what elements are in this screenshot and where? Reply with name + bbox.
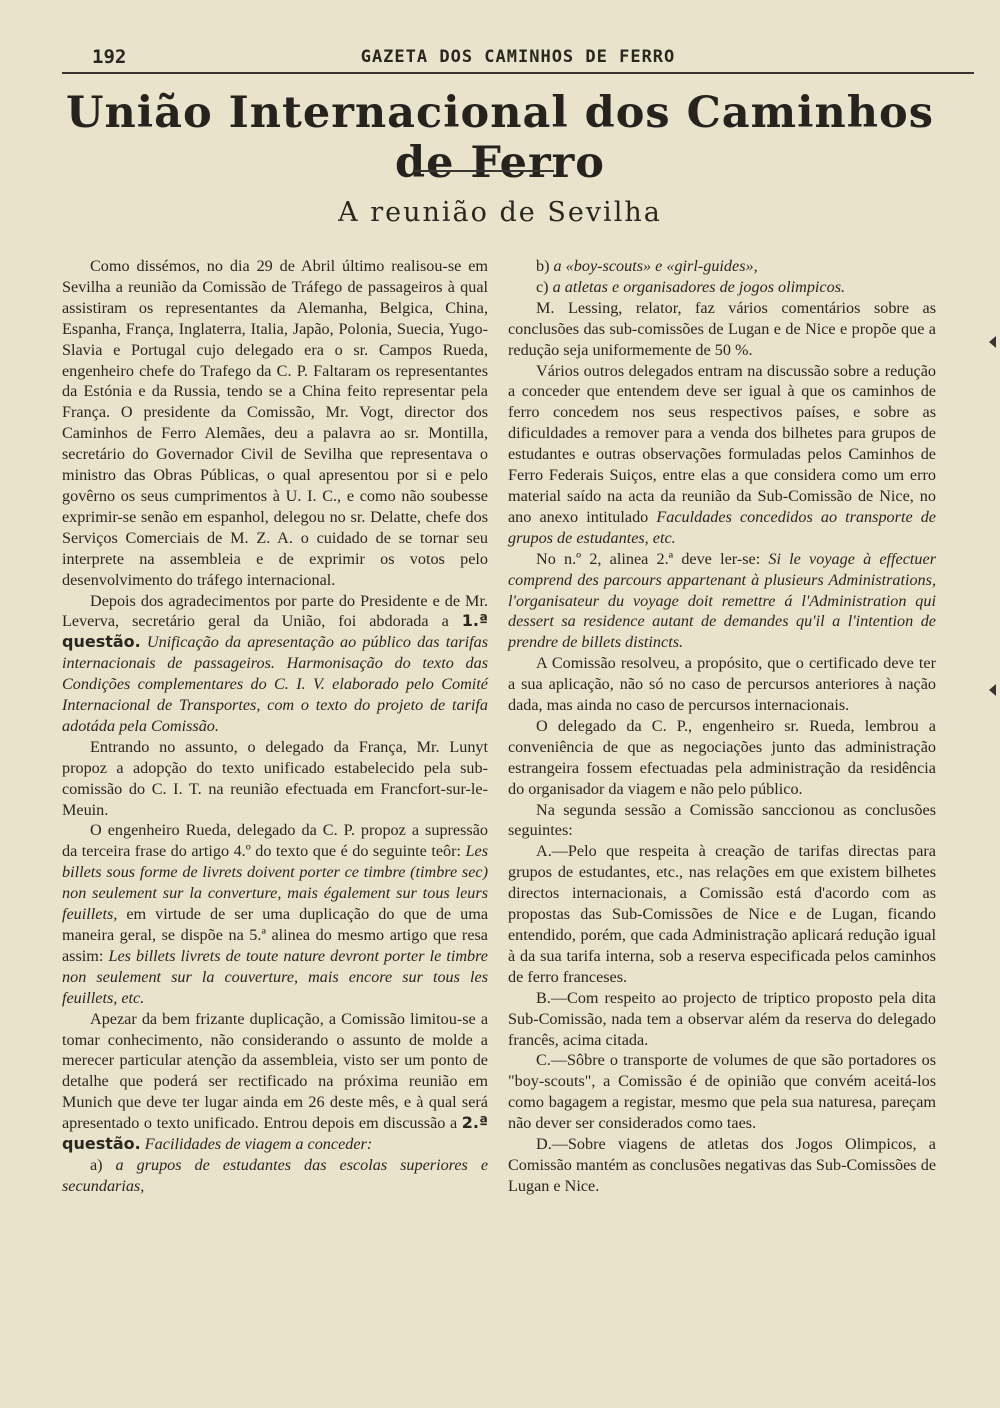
annex-title: Faculdades concedidos ao transporte de grupos de estudantes, etc. [508,507,936,547]
paragraph: A Comissão resolveu, a propósito, que o certificado deve ter a sua aplicação, não só no caso de percursos anteriores à nação dada, mas ainda no caso de percursos internacionais. [508,654,936,715]
paragraph [62,591,488,737]
list-label: a) [90,1155,103,1174]
question-heading: 1.ª questão. [62,611,489,652]
list-label: b) [536,257,550,275]
list-text: a grupos de estudantes das escolas superiores e secundarias, [62,1155,489,1195]
list-item [508,277,936,298]
article-title: União Internacional dos Caminhos de Ferro [66,88,934,188]
question-title: Unificação da apresentação ao público das tarifas internacionais de passageiros. Harmonisação do texto das Condições complementares do C. I. V. elaborado pelo Comité Internacional de Transportes, com o texto do projeto de tarifa adotáda pela Comissão. [62,633,488,735]
right-column [508,256,936,1197]
question-title: Facilidades de viagem a conceder: [144,1135,373,1154]
paragraph [62,820,488,1008]
list-item [508,256,936,277]
paragraph-text: Depois dos agradecimentos por parte do Presidente e de Mr. Leverva, secretário geral da União, foi abdorada a [62,591,488,631]
paragraph [508,361,936,549]
left-column [62,256,488,1197]
margin-mark [989,684,996,696]
list-text: a «boy-scouts» e «girl-guides», [553,257,758,275]
margin-mark [989,336,996,348]
paragraph-text: O engenheiro Rueda, delegado da C. P. propoz a supressão da terceira frase do artigo 4.º do texto que é do seguinte teôr: [62,821,488,861]
paragraph [62,1009,488,1155]
paragraph: M. Lessing, relator, faz vários comentários sobre as conclusões das sub-comissões de Lugan e de Nice e propõe que a redução seja uniformemente de 50 %. [508,298,936,359]
article-subtitle: A reunião de Sevilha [338,197,662,228]
paragraph-text: Vários outros delegados entram na discussão sobre a redução a conceder que entendem deve ser igual à que os caminhos de ferro concedem nos seus respectivos países, e sobre as dificuldades a remover para a venda dos bilhetes para grupos de estudantes e outras observações formuladas pelos Caminhos de Ferro Federais Suiços, entre elas a que considera como um erro material saído na acta da reunião da Sub-Comissão de Nice, no ano anexo intitulado [508,361,936,526]
journal-name: GAZETA DOS CAMINHOS DE FERRO [360,47,676,67]
list-label: c) [536,277,549,296]
paragraph: O delegado da C. P., engenheiro sr. Rueda, lembrou a conveniência de que as negociações junto das administração estrangeira fossem efectuadas pela administração da residência do organisador da viagem e não pelo público. [508,716,936,798]
list-item [62,1155,488,1197]
paragraph: Como dissémos, no dia 29 de Abril último realisou-se em Sevilha a reunião da Comissão de Tráfego de passageiros à qual assistiram os representantes da Alemanha, Belgica, China, Espanha, França, Inglaterra, Italia, Japão, Polonia, Suecia, Yugo-Slavia e Portugal cujo delegado era o sr. Campos Rueda, engenheiro chefe do Trafego da C. P. Faltaram os representantes da Estónia e da Russia, tendo se a China feito representar pela França. O presidente da Comissão, Mr. Vogt, director dos Caminhos de Ferro Alemães, deu a palavra ao sr. Montilla, secretário do Governador Civil de Sevilha que representava o ministro das Obras Públicas, o qual apresentou por si e pelo govêrno os seus cumprimentos à U. I. C., e como não soubesse exprimir-se senão em espanhol, delegou no sr. Delatte, chefe dos Serviços Comerciais de M. Z. A. o cuidado de se tornar seu interprete na assembleia e de exprimir os votos pelo desenvolvimento do tráfego internacional. [62,257,488,589]
paragraph-text: em virtude de ser uma duplicação do que de uma maneira geral, se dispõe na 5.ª alinea do mesmo artigo que resa assim: [62,905,489,965]
title-divider [414,170,554,172]
paragraph [508,549,936,654]
page-header [62,44,974,74]
page-number: 192 [92,46,127,68]
conclusion-d: D.—Sobre viagens de atletas dos Jogos Olimpicos, a Comissão mantém as conclusões negativas das Sub-Comissões de Lugan e Nice. [508,1135,936,1195]
french-quote: Les billets sous forme de livrets doivent porter ce timbre (timbre sec) non seulement sur la converture, mais également sur tous leurs feuillets, [62,842,488,924]
question-heading: 2.ª questão. [62,1113,488,1154]
french-quote: Les billets livrets de toute nature devront porter le timbre non seulement sur la couverture, mais encore sur tous les feuillets, etc. [62,946,488,1007]
conclusion-c: C.—Sôbre o transporte de volumes de que são portadores os "boy-scouts", a Comissão é de opinião que convém aceitá-los como bagagem a registar, mesmo que pela sua naturesa, pareçam não dever ser considerados como taes. [508,1051,936,1133]
paragraph: Na segunda sessão a Comissão sanccionou as conclusões seguintes: [508,800,936,840]
list-text: a atletas e organisadores de jogos olimpicos. [552,277,846,296]
french-quote: Si le voyage à effectuer comprend des parcours appartenant à plusieurs Administrations, l'organisateur du voyage doit remettre á l'Administration qui dessert sa residence autant de demandes qu'il a l'intention de prendre de billets distincts. [508,549,937,652]
paragraph-text: No n.º 2, alinea 2.ª deve ler-se: [536,549,761,568]
conclusion-a: A.—Pelo que respeita à creação de tarifas directas para grupos de estudantes, etc., nas relações em que existem bilhetes directos internacionais, a Comissão está d'acordo com as propostas das Sub-Comissões de Nice e de Lugan, ficando entendido, porém, que cada Administração aplicará redução igual à da sua tarifa interna, sob a reserva especificada pelos caminhos de ferro franceses. [508,842,936,986]
paragraph-text: Apezar da bem frizante duplicação, a Comissão limitou-se a tomar conhecimento, não considerando o assunto de molde a merecer particular atenção da assembleia, visto ser um ponto de detalhe que poderá ser rectificado na próxima reunião em Munich que deve ter lugar ainda em 26 deste mês, e à qual será apresentado o texto unificado. Entrou depois em discussão a [62,1009,488,1133]
paragraph: Entrando no assunto, o delegado da França, Mr. Lunyt propoz a adopção do texto unificado estabelecido pela sub-comissão do C. I. T. na reunião efectuada em Francfort-sur-le-Meuin. [62,737,488,819]
conclusion-b: B.—Com respeito ao projecto de triptico proposto pela dita Sub-Comissão, nada tem a observar além da reserva do delegado francês, acima citada. [508,988,936,1049]
